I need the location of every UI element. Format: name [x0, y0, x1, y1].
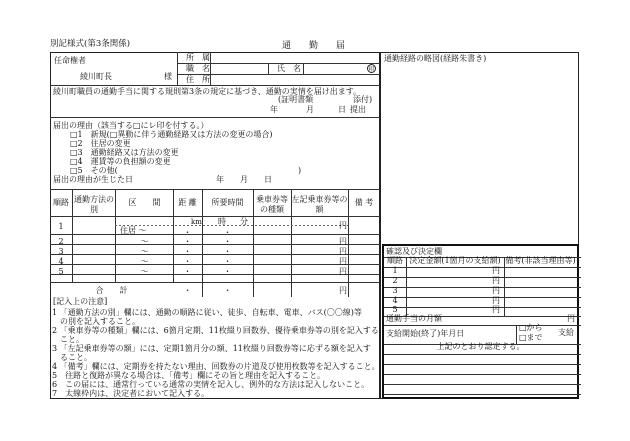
note-3: 3 「左記乗車券等の額」には、定期1箇月分の額、11枚綴り回数券等に応ずる額を記入す — [52, 344, 371, 353]
route-row-3-tilde: 〜 — [140, 247, 149, 256]
decision-row-2-yen: 円 — [492, 276, 500, 285]
route-row-4-yen: 円 — [339, 257, 347, 266]
note-2: 2 「乗車券等の種類」欄には、6箇月定期、11枚綴り回数券、優待乗車券等の別を記入する — [52, 326, 379, 335]
route-row-1-order: 1 — [58, 222, 64, 231]
route-row-4-order: 4 — [58, 257, 64, 266]
dept-field[interactable] — [212, 53, 378, 62]
reason-date-month: 月 — [240, 175, 248, 184]
recipient-label: 任命権者 — [54, 56, 86, 65]
route-row-1-home: 住居 〜 — [120, 226, 147, 235]
route-row-2-tilde: 〜 — [140, 237, 149, 246]
route-row-3-yen: 円 — [339, 247, 347, 256]
route-map-area[interactable] — [381, 64, 578, 244]
decision-row-2-route: 2 — [392, 276, 398, 285]
monthly-allowance-yen: 円 — [567, 314, 575, 323]
recipient-name: 綾川町長 — [80, 72, 112, 81]
statement-month: 月 — [306, 105, 314, 114]
route-total-label: 合 計 — [95, 286, 128, 295]
decision-col-remarks: 備考(非該当理由等) — [505, 256, 576, 265]
route-row-1-hour: 時 — [218, 217, 226, 226]
reason-date-year: 年 — [216, 175, 224, 184]
route-row-1-time-dot: ・ — [223, 228, 232, 237]
reason-other-close: ) — [298, 166, 302, 175]
route-total-time-dot: ・ — [223, 286, 232, 295]
name-label: 氏 名 — [277, 64, 301, 73]
header-method: 通勤方法の別 — [74, 195, 114, 214]
route-row-3-time-dot: ・ — [223, 247, 232, 256]
pay-label: 支給 — [558, 328, 574, 337]
pay-until-check[interactable]: □まで — [519, 333, 543, 342]
note-3b: ること。 — [52, 353, 92, 362]
decision-title: 確認及び決定欄 — [386, 247, 442, 256]
route-row-5-dot: ・ — [183, 267, 192, 276]
proof-label: (証明書類 — [278, 95, 314, 104]
pay-from-check[interactable]: □から — [519, 323, 543, 332]
note-4: 4 「備考」欄には、定期券を持たない理由、回数券の片道及び使用枚数等を記入すること。 — [52, 362, 380, 371]
route-row-1-km: km — [191, 218, 202, 226]
statement-day: 日 — [338, 105, 346, 114]
note-2b: こと。 — [52, 335, 84, 344]
route-row-5-tilde: 〜 — [140, 267, 149, 276]
pay-start-label: 支給開始(終了)年月日 — [386, 329, 465, 338]
note-6: 6 この届には、通常行っている通常の実情を記入し、例外的な方法は記入しないこと。 — [52, 380, 370, 389]
header-section: 区 間 — [128, 198, 161, 207]
route-row-1-dot: ・ — [183, 228, 192, 237]
note-5: 5 往路と復路が異なる場合は、「備考」欄にその旨と理由を記入すること。 — [52, 371, 326, 380]
decision-grid — [384, 246, 581, 401]
reason-option-4[interactable]: □4 運賃等の負担額の変更 — [70, 157, 171, 166]
reason-option-3[interactable]: □3 通勤経路又は方法の変更 — [70, 148, 179, 157]
decision-row-4-route: 4 — [392, 296, 398, 305]
decision-row-1-route: 1 — [392, 266, 398, 275]
confirm-text: 上記のとおり認定する。 — [436, 342, 525, 351]
route-total-yen: 円 — [339, 286, 347, 295]
statement-submit: 提出 — [350, 105, 366, 114]
note-1b: の別を記入すること。 — [52, 317, 140, 326]
route-row-2-dot: ・ — [183, 237, 192, 246]
route-row-1-yen: 円 — [339, 221, 347, 230]
decision-row-3-route: 3 — [392, 286, 398, 295]
address-label: 住 所 — [186, 75, 210, 84]
reason-option-2[interactable]: □2 住居の変更 — [70, 139, 131, 148]
route-row-2-yen: 円 — [339, 237, 347, 246]
statement-text: 綾川町職員の通勤手当に関する規則第3条の規定に基づき、通勤の実情を届け出ます。 — [53, 87, 362, 96]
reason-title: 届出の理由（該当する□にレ印を付する。） — [53, 121, 209, 130]
header-ticket-type: 乗車券等の種類 — [256, 195, 288, 214]
note-1: 1 「通勤方法の別」欄には、通勤の順路に従い、徒歩、自転車、電車、バス(〇〇線)等 — [52, 308, 362, 317]
route-row-5-order: 5 — [58, 267, 64, 276]
route-row-3-order: 3 — [58, 247, 64, 256]
form-title: 通 勤 届 — [282, 41, 346, 51]
route-row-5-yen: 円 — [339, 267, 347, 276]
position-field[interactable] — [212, 64, 266, 73]
header-ticket-amount: 左記乗車券等の額 — [291, 195, 348, 214]
header-distance: 距 離 — [178, 198, 197, 207]
note-7: 7 太線枠内は、決定者において記入する。 — [52, 389, 210, 398]
notes-title: [記入上の注意] — [53, 297, 108, 306]
route-row-4-dot: ・ — [183, 257, 192, 266]
route-row-1-minute: 分 — [240, 217, 248, 226]
reason-option-5[interactable]: □5 その他( — [70, 166, 118, 175]
header-remarks: 備 考 — [354, 198, 374, 207]
reason-date-day: 日 — [264, 175, 272, 184]
route-row-2-time-dot: ・ — [223, 237, 232, 246]
statement-year: 年 — [270, 105, 278, 114]
route-row-4-time-dot: ・ — [223, 257, 232, 266]
decision-row-5-yen: 円 — [492, 305, 500, 314]
seal-mark: 印 — [368, 65, 375, 73]
decision-row-5-route: 5 — [392, 305, 398, 314]
attached-label: 添付) — [353, 95, 373, 104]
decision-col-amount: 決定金額(1箇月の支給額) — [409, 256, 501, 265]
decision-row-3-yen: 円 — [492, 286, 500, 295]
route-total-dot: ・ — [183, 286, 192, 295]
address-field[interactable] — [212, 75, 378, 84]
reason-date-label: 届出の理由が生じた日 — [53, 175, 133, 184]
honorific: 様 — [164, 72, 172, 81]
route-row-2-order: 2 — [58, 237, 64, 246]
decision-row-1-yen: 円 — [492, 266, 500, 275]
decision-row-4-yen: 円 — [492, 296, 500, 305]
route-row-5-time-dot: ・ — [223, 267, 232, 276]
name-field[interactable] — [305, 64, 365, 73]
route-row-4-tilde: 〜 — [140, 257, 149, 266]
form-label: 別記様式(第3条関係) — [50, 39, 131, 49]
reason-option-1[interactable]: □1 新規(□異動に伴う通勤経路又は方法の変更の場合) — [70, 130, 273, 139]
route-map-label: 通勤経路の略図(経路朱書き) — [384, 54, 487, 63]
header-order: 順路 — [53, 198, 69, 207]
route-row-3-dot: ・ — [183, 247, 192, 256]
decision-col-route: 順路 — [387, 256, 403, 265]
monthly-allowance-label: 通勤手当の月額 — [386, 314, 442, 323]
position-label: 職 名 — [186, 64, 210, 73]
dept-label: 所 属 — [186, 53, 210, 62]
header-time: 所要時間 — [211, 198, 244, 207]
